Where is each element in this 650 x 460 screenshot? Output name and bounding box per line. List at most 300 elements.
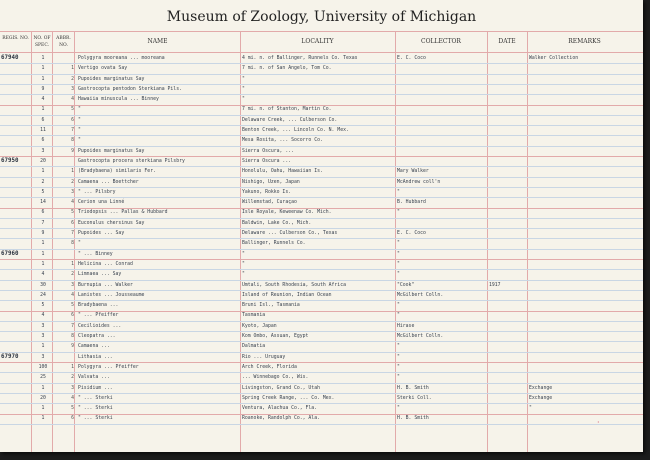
remarks-cell [529,321,639,331]
row-number-cell: 4 [71,97,74,103]
collector-cell: " [397,272,400,278]
collector-cell: McAndrew coll'n [397,179,441,185]
collector-cell [397,63,487,73]
row-number-cell: 1 [71,261,74,267]
name-cell: " ... Sterki [78,395,113,401]
name-cell: Camaena ... [78,344,110,350]
date-cell [489,238,526,248]
date-cell [489,197,526,207]
specimen-count-cell: 9 [41,231,45,237]
table-row [0,146,643,156]
collector-cell: " [397,251,400,257]
table-row [0,290,643,300]
row-number-cell: 3 [71,189,74,195]
name-cell: " ... Pilsbry [78,189,116,195]
row-rule [0,125,643,126]
remarks-cell [529,187,639,197]
register-no-cell [1,115,31,125]
register-no-cell [1,63,31,73]
remarks-cell [529,413,639,423]
locality-cell: Sierra Oscura, ... [242,148,294,154]
name-cell: Pupoides ... Say [78,231,125,237]
table-row [0,166,643,176]
collector-cell [397,74,487,84]
locality-cell: Spring Creek Range, ... Co. Mex. [242,395,335,401]
row-rule [0,228,643,229]
row-number-cell: 7 [71,231,74,237]
name-cell: " ... Pfeiffer [78,313,119,319]
date-cell [489,104,526,114]
collector-cell [397,84,487,94]
register-no-cell [1,341,31,351]
name-cell: Triodopsis ... Pallas & Hubbard [78,210,168,216]
table-row [0,413,643,423]
locality-cell: Kom Ombo, Assuan, Egypt [242,334,309,340]
row-rule [0,166,643,167]
row-rule [0,238,643,239]
row-rule [0,249,643,250]
table-row [0,156,643,166]
date-cell [489,63,526,73]
specimen-count-cell: 3 [41,334,45,340]
register-no-cell: 67970 [1,353,19,360]
locality-cell: " [242,86,245,92]
table-row [0,341,643,351]
register-no-cell [1,207,31,217]
row-rule [0,341,643,342]
specimen-count-cell: 1 [41,251,45,257]
name-cell: Cecilioides ... [78,323,122,329]
table-row [0,135,643,145]
row-number-cell: 6 [71,117,74,123]
row-number-cell: 1 [71,66,74,72]
name-cell: Pupoides marginatus Say [78,76,145,82]
row-number-cell [55,156,75,166]
row-rule [0,208,643,209]
remarks-cell [529,280,639,290]
row-number-cell: 5 [71,303,74,309]
register-no-cell [1,403,31,413]
collector-cell: H. B. Smith [397,416,429,422]
collector-cell: H. B. Smith [397,385,429,391]
date-cell [489,166,526,176]
table-row [0,207,643,217]
remarks-cell [529,197,639,207]
collector-cell [397,125,487,135]
register-no-cell [1,146,31,156]
locality-cell: ... Winnebago Co., Wis. [242,375,309,381]
row-number-cell: 9 [71,344,74,350]
table-row [0,321,643,331]
name-cell: Pisidium ... [78,385,113,391]
date-cell [489,259,526,269]
collector-cell: " [397,210,400,216]
collector-cell: Sterki Coll. [397,395,432,401]
row-number-cell [55,249,75,259]
table-row [0,269,643,279]
row-rule [0,94,643,95]
date-cell [489,94,526,104]
locality-cell: Bruni Isl., Tasmania [242,303,300,309]
locality-cell: Yakuno, Rokko Is. [242,189,292,195]
locality-cell: Baldwin, Lake Co., Mich. [242,220,312,226]
row-rule [0,84,643,85]
remarks-cell [529,177,639,187]
locality-cell: Delaware ... Culberson Co., Texas [242,231,338,237]
name-cell: Helicina ... Conrad [78,261,133,267]
remarks-cell [529,362,639,372]
row-rule [0,259,643,260]
name-cell: " ... Binney [78,251,113,257]
locality-cell: Willemstad, Curaçao [242,200,297,206]
date-cell [489,218,526,228]
collector-cell [397,115,487,125]
row-number-cell: 2 [71,179,74,185]
locality-cell: Livingston, Grand Co., Utah [242,385,320,391]
date-cell [489,372,526,382]
name-cell: Gastrocopta procera sterkiana Pilsbry [78,158,185,164]
row-number-cell: 5 [71,406,74,412]
remarks-cell [529,84,639,94]
locality-cell: Benton Creek, ... Lincoln Co. N. Mex. [242,128,349,134]
date-cell [489,413,526,423]
locality-cell: " [242,76,245,82]
locality-cell: Delaware Creek, ... Culberson Co. [242,117,338,123]
specimen-count-cell: 1 [41,344,45,350]
date-cell [489,300,526,310]
remarks-cell: " [529,406,532,412]
locality-cell: Ballinger, Runnels Co. [242,241,306,247]
table-row [0,53,643,63]
collector-cell: " [397,375,400,381]
date-cell [489,393,526,403]
specimen-count-cell: 1 [41,76,45,82]
register-no-cell [1,300,31,310]
date-cell [489,352,526,362]
table-row [0,403,643,413]
table-row [0,372,643,382]
specimen-count-cell: 3 [41,323,45,329]
register-no-cell [1,74,31,84]
specimen-count-cell: 20 [40,395,46,401]
specimen-count-cell: 9 [41,86,45,92]
register-no-cell [1,166,31,176]
date-cell [489,187,526,197]
date-cell [489,146,526,156]
locality-cell: 7 mi. n. of San Angelo, Tom Co. [242,66,332,72]
locality-cell: Mesa Rosita, ... Socorro Co. [242,138,323,144]
row-rule [0,321,643,322]
row-number-cell: 5 [71,210,74,216]
table-row [0,94,643,104]
table-row [0,238,643,248]
remarks-cell [529,249,639,259]
collector-cell [397,146,487,156]
specimen-count-cell: 4 [41,272,45,278]
table-row [0,331,643,341]
date-cell [489,331,526,341]
table-row [0,352,643,362]
row-number-cell: 9 [71,148,74,154]
name-cell: Polygyra ... Pfeiffer [78,364,139,370]
table-row [0,218,643,228]
remarks-cell [529,331,639,341]
remarks-cell [529,372,639,382]
specimen-count-cell: 6 [41,210,45,216]
specimen-count-cell: 6 [41,117,45,123]
name-cell: " [78,117,81,123]
row-number-cell: 8 [71,241,74,247]
remarks-cell [529,166,639,176]
locality-cell: Sierra Oscura ... [242,158,292,164]
row-number-cell: 4 [71,292,74,298]
table-row [0,177,643,187]
register-no-cell [1,218,31,228]
locality-cell: Arch Creek, Florida [242,364,297,370]
date-cell [489,135,526,145]
register-no-cell [1,94,31,104]
specimen-count-cell: 25 [40,375,46,381]
remarks-cell: Walker Collection [529,56,579,61]
locality-cell: 4 mi. n. of Ballinger, Runnels Co. Texas [242,56,358,61]
remarks-cell [529,300,639,310]
row-number-cell: 4 [71,395,74,401]
remarks-cell [529,104,639,114]
collector-cell: Hirase [397,323,415,329]
date-cell [489,321,526,331]
specimen-count-cell: 7 [41,220,45,226]
register-no-cell [1,104,31,114]
register-no-cell: 67950 [1,157,19,164]
row-rule [0,269,643,270]
row-rule [0,187,643,188]
table-row [0,228,643,238]
date-cell [489,156,526,166]
collector-cell: " [397,303,400,309]
row-number-cell: 8 [71,334,74,340]
register-no-cell [1,290,31,300]
remarks-cell [529,310,639,320]
register-no-cell [1,331,31,341]
table-row [0,280,643,290]
name-cell: Vertigo ovata Say [78,66,128,72]
register-no-cell [1,125,31,135]
row-rule [0,352,643,353]
collector-cell: " [397,406,400,412]
row-number-cell [55,53,75,63]
name-cell: " ... Sterki [78,406,113,412]
collector-cell: E. C. Coco [397,231,426,237]
row-number-cell: 6 [71,416,74,422]
row-rule [0,218,643,219]
specimen-count-cell: 24 [40,292,46,298]
remarks-cell [529,94,639,104]
register-no-cell [1,362,31,372]
row-number-cell: 2 [71,76,74,82]
remarks-cell [529,341,639,351]
row-rule [0,290,643,291]
name-cell: Pupoides marginatus Say [78,148,145,154]
specimen-count-cell: 20 [40,158,46,164]
remarks-cell: Exchange [529,395,553,401]
specimen-count-cell: 100 [38,364,48,370]
specimen-count-cell: 1 [41,385,45,391]
name-cell: Euconulus chersinus Say [78,220,145,226]
table-row [0,125,643,135]
register-no-cell [1,280,31,290]
row-rule [0,115,643,116]
header-date: DATE [498,38,516,45]
row-number-cell: 7 [71,128,74,134]
name-cell: Limnaea ... Say [78,272,122,278]
date-cell [489,228,526,238]
row-number-cell: 3 [71,385,74,391]
date-cell [489,53,526,63]
collector-cell: " [397,189,400,195]
locality-cell: Isle Royale, Keweenaw Co. Mich. [242,210,332,216]
collector-cell: Mary Walker [397,169,429,175]
name-cell: Camaena ... Boettcher [78,179,139,185]
collector-cell [397,156,487,166]
row-rule [0,403,643,404]
name-cell: Burnupia ... Walker [78,282,133,288]
specimen-count-cell: 14 [40,200,46,206]
remarks-cell [529,290,639,300]
name-cell: Polygyra mooreana ... mooreana [78,56,165,61]
row-number-cell: 8 [71,138,74,144]
table-row [0,310,643,320]
date-cell [489,290,526,300]
date-cell [489,84,526,94]
collector-cell [397,135,487,145]
row-rule [0,74,643,75]
remarks-cell [529,74,639,84]
row-number-cell: 1 [71,169,74,175]
collector-cell: "Cook" [397,282,415,288]
remarks-cell [529,115,639,125]
row-number-cell: 2 [71,272,74,278]
register-no-cell [1,135,31,145]
name-cell: " [78,241,81,247]
row-number-cell: 6 [71,220,74,226]
specimen-count-cell: 2 [41,179,45,185]
collector-cell: " [397,241,400,247]
row-rule [0,331,643,332]
row-rule [0,362,643,363]
table-row [0,187,643,197]
specimen-count-cell: 5 [41,303,45,309]
specimen-count-cell: 4 [41,313,45,319]
remarks-cell [529,259,639,269]
collector-cell [397,218,487,228]
remarks-cell [529,156,639,166]
locality-cell: " [242,251,245,257]
register-no-cell [1,238,31,248]
register-no-cell: 67960 [1,250,19,257]
row-number-cell: 5 [71,107,74,113]
header-abbr: ABBR. NO. [56,36,71,48]
register-no-cell: 67940 [1,55,19,61]
name-cell: (Bradybaena) similaris Fer. [78,169,156,175]
name-cell: Hawaiia minuscula ... Binney [78,97,159,103]
table-row [0,84,643,94]
row-rule [0,300,643,301]
collector-cell: " [397,344,400,350]
date-cell [489,207,526,217]
date-cell: 1917 [489,282,501,288]
header-collector: COLLECTOR [421,38,461,45]
row-number-cell: 3 [71,86,74,92]
collector-cell [397,94,487,104]
row-rule [0,383,643,384]
specimen-count-cell: 3 [41,354,45,360]
name-cell: " [78,138,81,144]
row-number-cell: 1 [71,364,74,370]
table-row [0,393,643,403]
row-rule [0,156,643,157]
remarks-cell [529,228,639,238]
header-top-rule [0,31,643,32]
header-register-no: REGIS. NO. [2,36,29,41]
row-number-cell: 2 [71,375,74,381]
specimen-count-cell: 4 [41,97,45,103]
table-row [0,383,643,393]
locality-cell: " [242,272,245,278]
register-no-cell [1,269,31,279]
header-no-of-spec: NO. OF SPEC. [33,36,51,48]
collector-cell: " [397,354,400,360]
specimen-count-cell: 1 [41,416,45,422]
date-cell [489,310,526,320]
row-rule [0,372,643,373]
date-cell [489,177,526,187]
header-name: NAME [147,38,168,45]
row-rule [0,280,643,281]
locality-cell: Tasmania [242,313,266,319]
date-cell [489,341,526,351]
specimen-count-cell: 1 [41,406,45,412]
collector-cell: E. C. Coco [397,56,426,61]
date-cell [489,362,526,372]
remarks-cell [529,125,639,135]
collector-cell: B. Hubbard [397,200,426,206]
row-rule [0,146,643,147]
table-row [0,249,643,259]
date-cell [489,115,526,125]
collector-cell [397,104,487,114]
row-number-cell [55,352,75,362]
table-row [0,197,643,207]
row-rule [0,424,643,425]
register-no-cell [1,383,31,393]
name-cell: Lithasia ... [78,354,113,360]
remarks-cell [529,269,639,279]
table-row [0,74,643,84]
remarks-cell [529,135,639,145]
table-row [0,259,643,269]
locality-cell: Honolulu, Oahu, Hawaiian Is. [242,169,323,175]
register-no-cell [1,259,31,269]
locality-cell: Nishigo, Uzen, Japan [242,179,300,185]
row-rule [0,414,643,415]
register-no-cell [1,310,31,320]
header-remarks: REMARKS [568,38,601,45]
collector-cell: " [397,364,400,370]
locality-cell: Rio ... Uruguay [242,354,286,360]
specimen-count-cell: 3 [41,148,45,154]
locality-cell: Umtali, South Rhodesia, South Africa [242,282,346,288]
specimen-count-cell: 1 [41,241,45,247]
